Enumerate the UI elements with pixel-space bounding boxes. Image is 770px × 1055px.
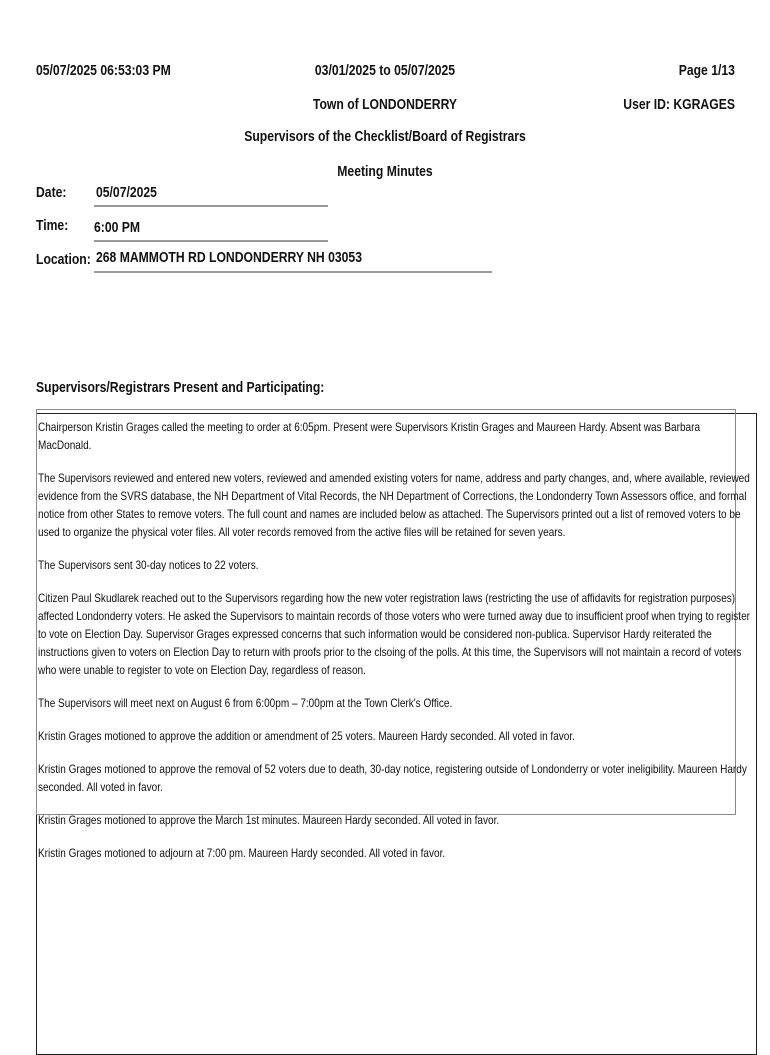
minutes-body: [38, 418, 753, 877]
minutes-paragraph: Kristin Grages motioned to approve the March 1st minutes. Maureen Hardy seconded. All voted in favor.: [38, 813, 500, 827]
time-underline: [94, 240, 328, 242]
minutes-paragraph: Citizen Paul Skudlarek reached out to the Supervisors regarding how the new voter registration laws (restricting the use of affidavits for registration purposes) affected Londonderry voters. He asked the Supervisors to maintain records of those voters who were turned away due to insufficient proof when trying to register to vote on Election Day. Supervisor Grages expressed concerns that such information would be considered non-publica. Supervisor Hardy reiterated the instructions given to voters on Election Day to return with proofs prior to the clsoing of the polls. At this time, the Supervisors will not maintain a record of voters who were unable to register to vote on Election Day, regardless of reason.: [38, 591, 750, 677]
minutes-paragraph: Kristin Grages motioned to approve the addition or amendment of 25 voters. Maureen Hardy seconded. All voted in favor.: [38, 729, 575, 743]
date-range: 03/01/2025 to 05/07/2025: [314, 63, 456, 79]
location-label: Location:: [36, 252, 91, 268]
date-underline: [94, 205, 328, 207]
minutes-paragraph: Kristin Grages motioned to adjourn at 7:00 pm. Maureen Hardy seconded. All voted in favor.: [38, 846, 446, 860]
date-value: 05/07/2025: [96, 185, 157, 201]
report-datetime: 05/07/2025 06:53:03 PM: [36, 63, 171, 79]
page-number: Page 1/13: [678, 63, 735, 79]
time-value: 6:00 PM: [94, 220, 141, 236]
minutes-paragraph: The Supervisors reviewed and entered new voters, reviewed and amended existing voters for name, address and party changes, and, where available, reviewed evidence from the SVRS database, the NH Department of Vital Records, the NH Department of Corrections, the Londonderry Town Assessors office, and formal notice from other States to remove voters. The full count and names are included below as attached. The Supervisors printed out a list of removed voters to be used to organize the physical voter files. All voter records removed from the active files will be retained for seven years.: [38, 471, 750, 539]
section-title: Supervisors/Registrars Present and Participating:: [36, 380, 325, 396]
minutes-paragraph: Kristin Grages motioned to approve the removal of 52 voters due to death, 30-day notice, registering outside of Londonderry or voter ineligibility. Maureen Hardy seconded. All voted in favor.: [38, 762, 747, 794]
town-name: Town of LONDONDERRY: [312, 97, 458, 113]
location-value: 268 MAMMOTH RD LONDONDERRY NH 03053: [96, 250, 362, 266]
document-title: Meeting Minutes: [337, 164, 433, 180]
user-id: User ID: KGRAGES: [623, 97, 735, 113]
date-label: Date:: [36, 185, 67, 201]
minutes-paragraph: The Supervisors sent 30-day notices to 22 voters.: [38, 558, 259, 572]
board-name: Supervisors of the Checklist/Board of Registrars: [244, 129, 526, 145]
location-underline: [94, 271, 492, 273]
time-label: Time:: [36, 218, 69, 234]
minutes-paragraph: The Supervisors will meet next on August 6 from 6:00pm – 7:00pm at the Town Clerk's Office.: [38, 696, 453, 710]
minutes-paragraph: Chairperson Kristin Grages called the meeting to order at 6:05pm. Present were Supervisors Kristin Grages and Maureen Hardy. Absent was Barbara MacDonald.: [38, 420, 701, 452]
